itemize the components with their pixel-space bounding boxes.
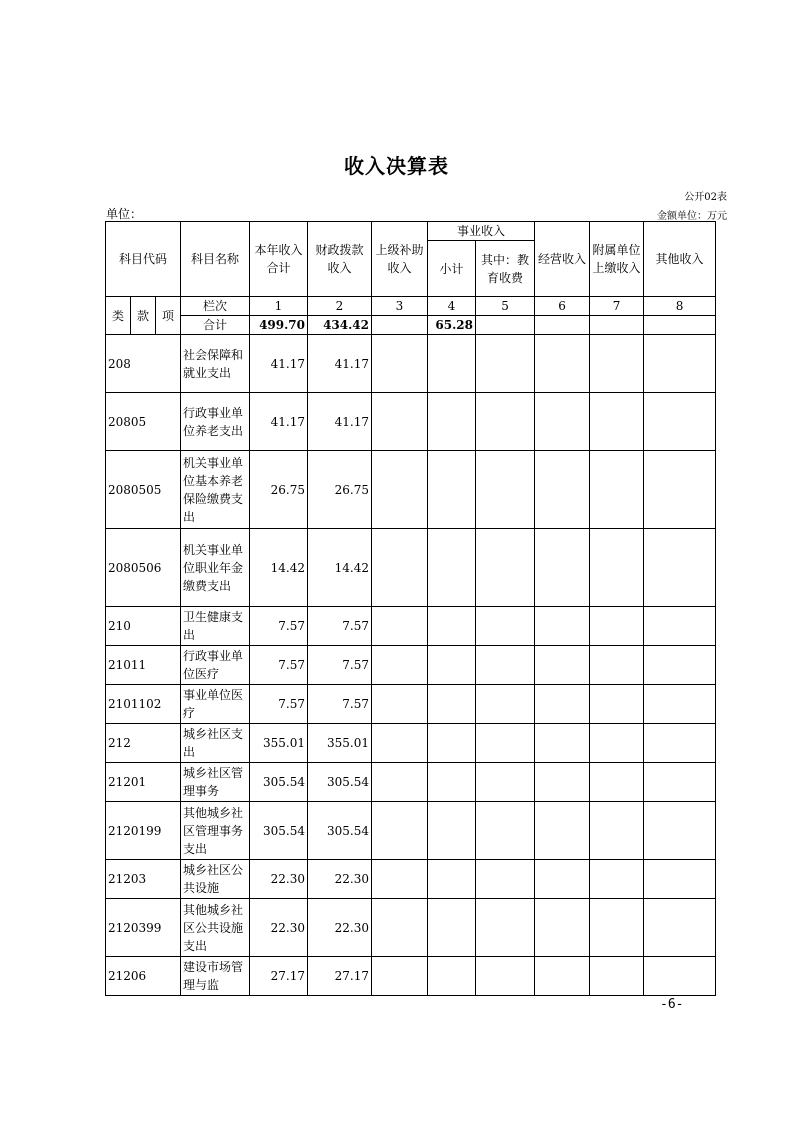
column-no: 7 xyxy=(590,297,644,316)
row-code: 208 xyxy=(106,335,181,393)
row-affiliated xyxy=(590,393,644,451)
row-total-income: 305.54 xyxy=(250,802,308,860)
row-edu xyxy=(476,529,535,607)
row-superior xyxy=(372,802,428,860)
row-other xyxy=(644,646,716,685)
row-total-income: 14.42 xyxy=(250,529,308,607)
row-total-income: 7.57 xyxy=(250,607,308,646)
row-operating xyxy=(535,646,590,685)
row-business xyxy=(428,529,476,607)
row-total-income: 355.01 xyxy=(250,724,308,763)
row-edu xyxy=(476,763,535,802)
row-code: 2080506 xyxy=(106,529,181,607)
header-lei: 类 xyxy=(106,297,131,335)
table-row xyxy=(106,763,716,802)
table-row xyxy=(106,724,716,763)
row-code: 2120399 xyxy=(106,899,181,957)
total-row-operating xyxy=(535,316,590,335)
row-superior xyxy=(372,607,428,646)
row-operating xyxy=(535,899,590,957)
row-superior xyxy=(372,393,428,451)
row-operating xyxy=(535,724,590,763)
row-name: 城乡社区公共设施 xyxy=(181,860,250,899)
row-superior xyxy=(372,860,428,899)
row-operating xyxy=(535,802,590,860)
row-fiscal: 14.42 xyxy=(308,529,372,607)
row-business xyxy=(428,724,476,763)
row-operating xyxy=(535,451,590,529)
row-total-income: 22.30 xyxy=(250,899,308,957)
row-other xyxy=(644,957,716,996)
row-other xyxy=(644,451,716,529)
row-fiscal: 7.57 xyxy=(308,607,372,646)
row-affiliated xyxy=(590,646,644,685)
row-name: 其他城乡社区公共设施支出 xyxy=(181,899,250,957)
row-fiscal: 41.17 xyxy=(308,393,372,451)
row-fiscal: 41.17 xyxy=(308,335,372,393)
total-row-affiliated xyxy=(590,316,644,335)
row-fiscal: 22.30 xyxy=(308,860,372,899)
column-no: 8 xyxy=(644,297,716,316)
row-name: 城乡社区管理事务 xyxy=(181,763,250,802)
header-fiscal: 财政拨款收入 xyxy=(308,222,372,297)
row-affiliated xyxy=(590,899,644,957)
row-total-income: 7.57 xyxy=(250,685,308,724)
row-operating xyxy=(535,607,590,646)
row-edu xyxy=(476,899,535,957)
header-business-edu: 其中：教育收费 xyxy=(476,241,535,297)
total-row-business: 65.28 xyxy=(428,316,476,335)
column-no: 2 xyxy=(308,297,372,316)
unit-label: 单位： xyxy=(106,207,143,221)
row-affiliated xyxy=(590,763,644,802)
row-business xyxy=(428,860,476,899)
row-total-income: 305.54 xyxy=(250,763,308,802)
row-business xyxy=(428,802,476,860)
header-code: 科目代码 xyxy=(106,222,181,297)
header-kuan: 款 xyxy=(131,297,156,335)
row-fiscal: 7.57 xyxy=(308,685,372,724)
table-row xyxy=(106,607,716,646)
row-code: 212 xyxy=(106,724,181,763)
table-row xyxy=(106,860,716,899)
table-row xyxy=(106,685,716,724)
row-other xyxy=(644,529,716,607)
column-no: 1 xyxy=(250,297,308,316)
row-name: 事业单位医疗 xyxy=(181,685,250,724)
page-number: -6- xyxy=(660,997,684,1012)
row-name: 建设市场管理与监 xyxy=(181,957,250,996)
total-row-edu xyxy=(476,316,535,335)
row-superior xyxy=(372,646,428,685)
column-no: 3 xyxy=(372,297,428,316)
row-edu xyxy=(476,335,535,393)
row-affiliated xyxy=(590,451,644,529)
row-superior xyxy=(372,451,428,529)
table-row xyxy=(106,646,716,685)
row-edu xyxy=(476,802,535,860)
amount-unit: 金额单位：万元 xyxy=(657,211,727,222)
form-number: 公开02表 xyxy=(684,192,727,203)
header-superior: 上级补助收入 xyxy=(372,222,428,297)
row-name: 卫生健康支出 xyxy=(181,607,250,646)
total-row-fiscal: 434.42 xyxy=(308,316,372,335)
header-business-subtotal: 小计 xyxy=(428,241,476,297)
row-other xyxy=(644,763,716,802)
income-table xyxy=(105,221,716,996)
row-other xyxy=(644,335,716,393)
header-operating: 经营收入 xyxy=(535,222,590,297)
row-fiscal: 7.57 xyxy=(308,646,372,685)
row-business xyxy=(428,763,476,802)
row-code: 21203 xyxy=(106,860,181,899)
row-code: 210 xyxy=(106,607,181,646)
row-name: 行政事业单位养老支出 xyxy=(181,393,250,451)
row-business xyxy=(428,685,476,724)
row-operating xyxy=(535,763,590,802)
row-fiscal: 305.54 xyxy=(308,802,372,860)
column-no: 6 xyxy=(535,297,590,316)
row-affiliated xyxy=(590,957,644,996)
row-total-income: 26.75 xyxy=(250,451,308,529)
row-business xyxy=(428,335,476,393)
row-fiscal: 26.75 xyxy=(308,451,372,529)
row-business xyxy=(428,451,476,529)
row-business xyxy=(428,393,476,451)
row-name: 机关事业单位基本养老保险缴费支出 xyxy=(181,451,250,529)
row-edu xyxy=(476,957,535,996)
row-superior xyxy=(372,724,428,763)
row-affiliated xyxy=(590,860,644,899)
row-edu xyxy=(476,724,535,763)
row-edu xyxy=(476,607,535,646)
row-operating xyxy=(535,685,590,724)
row-code: 2080505 xyxy=(106,451,181,529)
column-no: 4 xyxy=(428,297,476,316)
row-name: 社会保障和就业支出 xyxy=(181,335,250,393)
row-other xyxy=(644,393,716,451)
row-total-income: 22.30 xyxy=(250,860,308,899)
table-row xyxy=(106,957,716,996)
header-affiliated: 附属单位上缴收入 xyxy=(590,222,644,297)
row-edu xyxy=(476,860,535,899)
row-operating xyxy=(535,335,590,393)
header-name: 科目名称 xyxy=(181,222,250,297)
header-xiang: 项 xyxy=(156,297,181,335)
header-other: 其他收入 xyxy=(644,222,716,297)
row-total-income: 27.17 xyxy=(250,957,308,996)
row-superior xyxy=(372,957,428,996)
row-code: 21201 xyxy=(106,763,181,802)
row-operating xyxy=(535,393,590,451)
row-affiliated xyxy=(590,335,644,393)
row-business xyxy=(428,607,476,646)
row-superior xyxy=(372,335,428,393)
header-business: 事业收入 xyxy=(428,222,535,241)
row-operating xyxy=(535,860,590,899)
row-name: 机关事业单位职业年金缴费支出 xyxy=(181,529,250,607)
row-total-income: 7.57 xyxy=(250,646,308,685)
row-business xyxy=(428,957,476,996)
table-row xyxy=(106,529,716,607)
row-code: 21206 xyxy=(106,957,181,996)
row-affiliated xyxy=(590,685,644,724)
row-fiscal: 355.01 xyxy=(308,724,372,763)
row-superior xyxy=(372,763,428,802)
page-title: 收入决算表 xyxy=(344,154,449,178)
row-code: 2101102 xyxy=(106,685,181,724)
table-row xyxy=(106,802,716,860)
total-row-superior xyxy=(372,316,428,335)
row-total-income: 41.17 xyxy=(250,393,308,451)
table-row xyxy=(106,451,716,529)
row-total-income: 41.17 xyxy=(250,335,308,393)
row-code: 2120199 xyxy=(106,802,181,860)
row-superior xyxy=(372,529,428,607)
row-other xyxy=(644,899,716,957)
row-name: 城乡社区支出 xyxy=(181,724,250,763)
row-code: 21011 xyxy=(106,646,181,685)
column-no: 5 xyxy=(476,297,535,316)
row-other xyxy=(644,724,716,763)
row-affiliated xyxy=(590,724,644,763)
row-affiliated xyxy=(590,529,644,607)
row-edu xyxy=(476,646,535,685)
row-name: 其他城乡社区管理事务支出 xyxy=(181,802,250,860)
header-total-income: 本年收入合计 xyxy=(250,222,308,297)
row-fiscal: 27.17 xyxy=(308,957,372,996)
row-fiscal: 22.30 xyxy=(308,899,372,957)
table-row xyxy=(106,899,716,957)
row-other xyxy=(644,607,716,646)
row-edu xyxy=(476,685,535,724)
row-edu xyxy=(476,451,535,529)
row-affiliated xyxy=(590,802,644,860)
total-row-label: 合计 xyxy=(181,316,250,335)
row-operating xyxy=(535,957,590,996)
row-other xyxy=(644,685,716,724)
total-row-other xyxy=(644,316,716,335)
row-fiscal: 305.54 xyxy=(308,763,372,802)
column-no-label: 栏次 xyxy=(181,297,250,316)
row-business xyxy=(428,646,476,685)
row-superior xyxy=(372,685,428,724)
row-edu xyxy=(476,393,535,451)
total-row-income: 499.70 xyxy=(250,316,308,335)
row-name: 行政事业单位医疗 xyxy=(181,646,250,685)
row-business xyxy=(428,899,476,957)
row-superior xyxy=(372,899,428,957)
row-affiliated xyxy=(590,607,644,646)
table-row xyxy=(106,335,716,393)
row-code: 20805 xyxy=(106,393,181,451)
row-other xyxy=(644,802,716,860)
row-other xyxy=(644,860,716,899)
table-row xyxy=(106,393,716,451)
row-operating xyxy=(535,529,590,607)
